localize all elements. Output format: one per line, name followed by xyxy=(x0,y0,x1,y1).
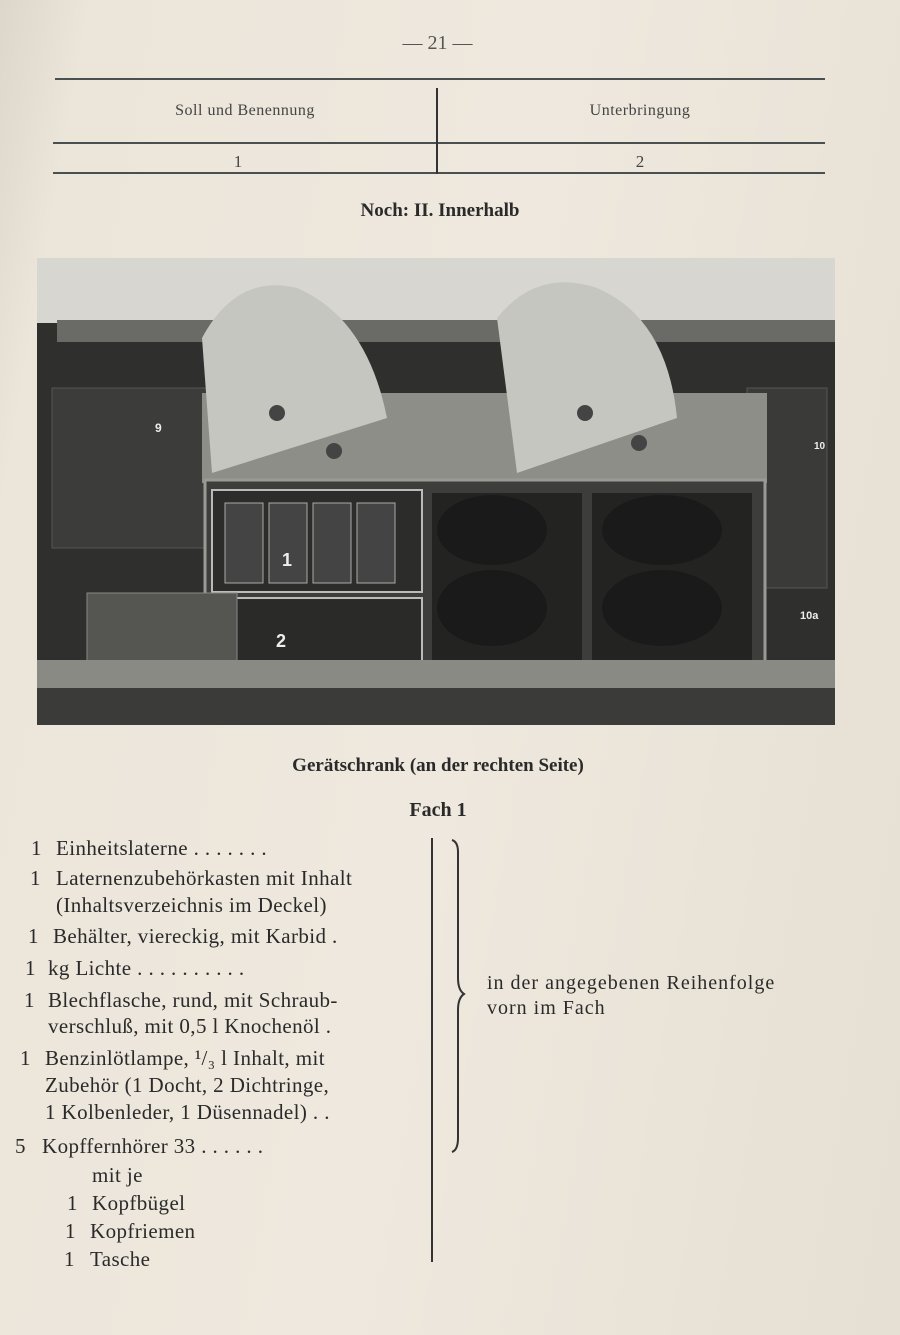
list-item: Benzinlötlampe, ¹/₃ l Inhalt, mit xyxy=(45,1046,325,1070)
list-item: Laternenzubehörkasten mit Inhalt xyxy=(56,866,353,890)
column-header-1: Soll und Benennung xyxy=(175,102,315,119)
list-item: Behälter, viereckig, mit Karbid . xyxy=(53,924,338,948)
photo-caption: Gerätschrank (an der rechten Seite) xyxy=(292,755,584,776)
list-item: Blechflasche, rund, mit Schraub- xyxy=(48,988,338,1012)
photo-label-10: 10 xyxy=(814,441,826,452)
sub-item: Kopfriemen xyxy=(90,1219,196,1243)
photo-label-2: 2 xyxy=(276,631,287,651)
list-item: Einheitslaterne . . . . . . . xyxy=(56,836,268,860)
list-item: Kopffernhörer 33 . . . . . . xyxy=(42,1134,264,1158)
list-item-cont: verschluß, mit 0,5 l Knochenöl . xyxy=(48,1014,332,1038)
placement-text: in der angegebenen Reihenfolge xyxy=(487,972,776,994)
item-qty: 1 xyxy=(25,956,36,980)
column-header-2: Unterbringung xyxy=(589,102,691,119)
photo-label-1: 1 xyxy=(282,550,293,570)
item-qty: 5 xyxy=(15,1134,26,1158)
rule xyxy=(53,172,825,174)
brace-icon xyxy=(448,838,468,1154)
column-number-1: 1 xyxy=(233,152,243,171)
list-item-cont: Zubehör (1 Docht, 2 Dichtringe, xyxy=(45,1073,330,1097)
item-qty: 1 xyxy=(31,836,42,860)
page-number: — 21 — xyxy=(402,32,473,54)
photo-illustration xyxy=(37,258,835,725)
sub-item-qty: 1 xyxy=(65,1219,76,1243)
column-divider xyxy=(436,88,438,174)
list-item-cont: 1 Kolbenleder, 1 Düsennadel) . . xyxy=(45,1100,330,1124)
sub-item-qty: 1 xyxy=(64,1247,75,1271)
item-qty: 1 xyxy=(30,866,41,890)
rule xyxy=(55,78,825,80)
section-title: Noch: II. Innerhalb xyxy=(360,200,520,221)
list-item-cont: (Inhaltsverzeichnis im Deckel) xyxy=(56,893,327,917)
column-divider xyxy=(431,838,433,1262)
item-qty: 1 xyxy=(28,924,39,948)
column-number-2: 2 xyxy=(635,152,645,171)
rule xyxy=(53,142,825,144)
photo-label-9: 9 xyxy=(155,421,162,435)
item-qty: 1 xyxy=(24,988,35,1012)
sub-item-qty: 1 xyxy=(67,1191,78,1215)
sub-list-intro: mit je xyxy=(92,1163,143,1187)
equipment-cabinet-photo xyxy=(37,258,835,725)
sub-item: Tasche xyxy=(90,1247,151,1271)
item-qty: 1 xyxy=(20,1046,31,1070)
compartment-title: Fach 1 xyxy=(409,799,467,821)
sub-item: Kopfbügel xyxy=(92,1191,186,1215)
placement-text-cont: vorn im Fach xyxy=(487,997,606,1019)
photo-label-10a: 10a xyxy=(800,610,819,622)
list-item: kg Lichte . . . . . . . . . . xyxy=(48,956,245,980)
